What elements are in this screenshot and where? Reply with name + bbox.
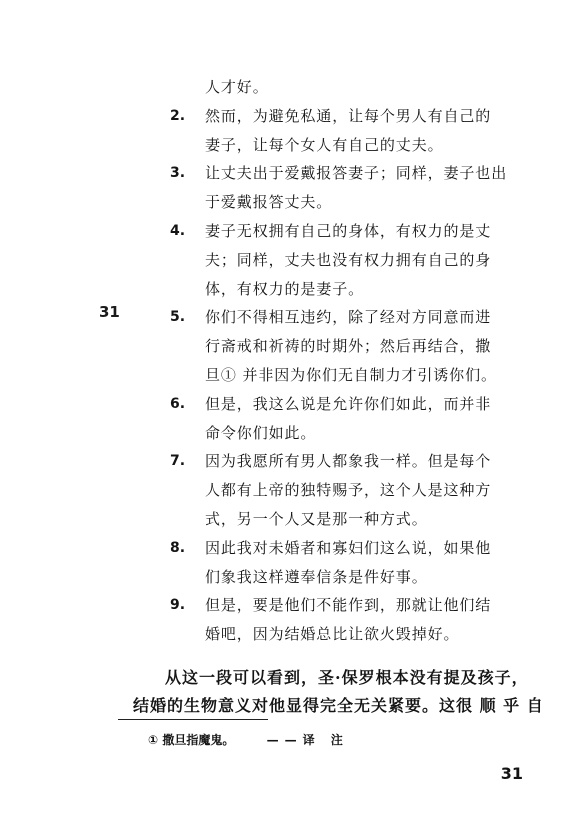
margin-verse-number: 31	[99, 303, 120, 321]
page-number: 31	[500, 764, 523, 783]
paragraph-line-1: 从这一段可以看到，圣·保罗根本没有提及孩子，	[165, 668, 529, 687]
verse-number: 9.	[170, 597, 186, 614]
verse-number: 2.	[170, 107, 186, 124]
verse-line: 行斋戒和祈祷的时期外；然后再结合，撒	[205, 337, 492, 356]
verse-number: 3.	[170, 165, 186, 182]
verse-line: 婚吧，因为结婚总比让欲火毁掉好。	[205, 625, 460, 644]
verse-line: 命令你们如此。	[205, 423, 317, 442]
verse-line: 夫；同样，丈夫也没有权力拥有自己的身	[205, 250, 492, 269]
verse-line: 妻子无权拥有自己的身体，有权力的是丈	[205, 222, 492, 240]
footnote-marker: ①	[148, 733, 159, 747]
verse-number: 8.	[170, 539, 186, 556]
footnote-rule	[118, 719, 268, 720]
verse-line: 然而，为避免私通，让每个男人有自己的	[205, 106, 492, 125]
verse-line: 你们不得相互违约，除了经对方同意而进	[205, 308, 492, 327]
verse-line: 人才好。	[205, 78, 269, 96]
verse-line: 因为我愿所有男人都象我一样。但是每个	[205, 452, 492, 471]
verse-line: 但是，要是他们不能作到，那就让他们结	[205, 596, 492, 615]
verse-number: 5.	[170, 309, 186, 326]
footnote-text: 撒旦指魔鬼。	[162, 733, 235, 747]
paragraph-line-2: 结婚的生物意义对他显得完全无关紧要。这很 顺 乎 自	[133, 696, 544, 715]
verse-line: 式，另一个人又是那一种方式。	[205, 510, 428, 528]
footnote	[148, 731, 349, 748]
verse-line: 于爱戴报答丈夫。	[205, 193, 333, 212]
verse-line: 旦① 并非因为你们无自制力才引诱你们。	[205, 366, 497, 384]
verse-line: 因此我对未婚者和寡妇们这么说，如果他	[205, 538, 492, 557]
verse-number: 4.	[170, 223, 186, 239]
verse-line: 妻子，让每个女人有自己的丈夫。	[205, 135, 444, 154]
verse-line: 让丈夫出于爱戴报答妻子；同样，妻子也出	[205, 164, 508, 183]
verse-line: 但是，我这么说是允许你们如此，而并非	[205, 394, 492, 413]
verse-line: 人都有上帝的独特赐予，这个人是这种方	[205, 481, 492, 500]
verse-number: 7.	[170, 453, 186, 470]
footnote-attribution: ——译 注	[266, 733, 349, 747]
verse-number: 6.	[170, 395, 186, 412]
verse-line: 体，有权力的是妻子。	[205, 279, 365, 298]
verse-line: 们象我这样遵奉信条是件好事。	[205, 567, 428, 586]
